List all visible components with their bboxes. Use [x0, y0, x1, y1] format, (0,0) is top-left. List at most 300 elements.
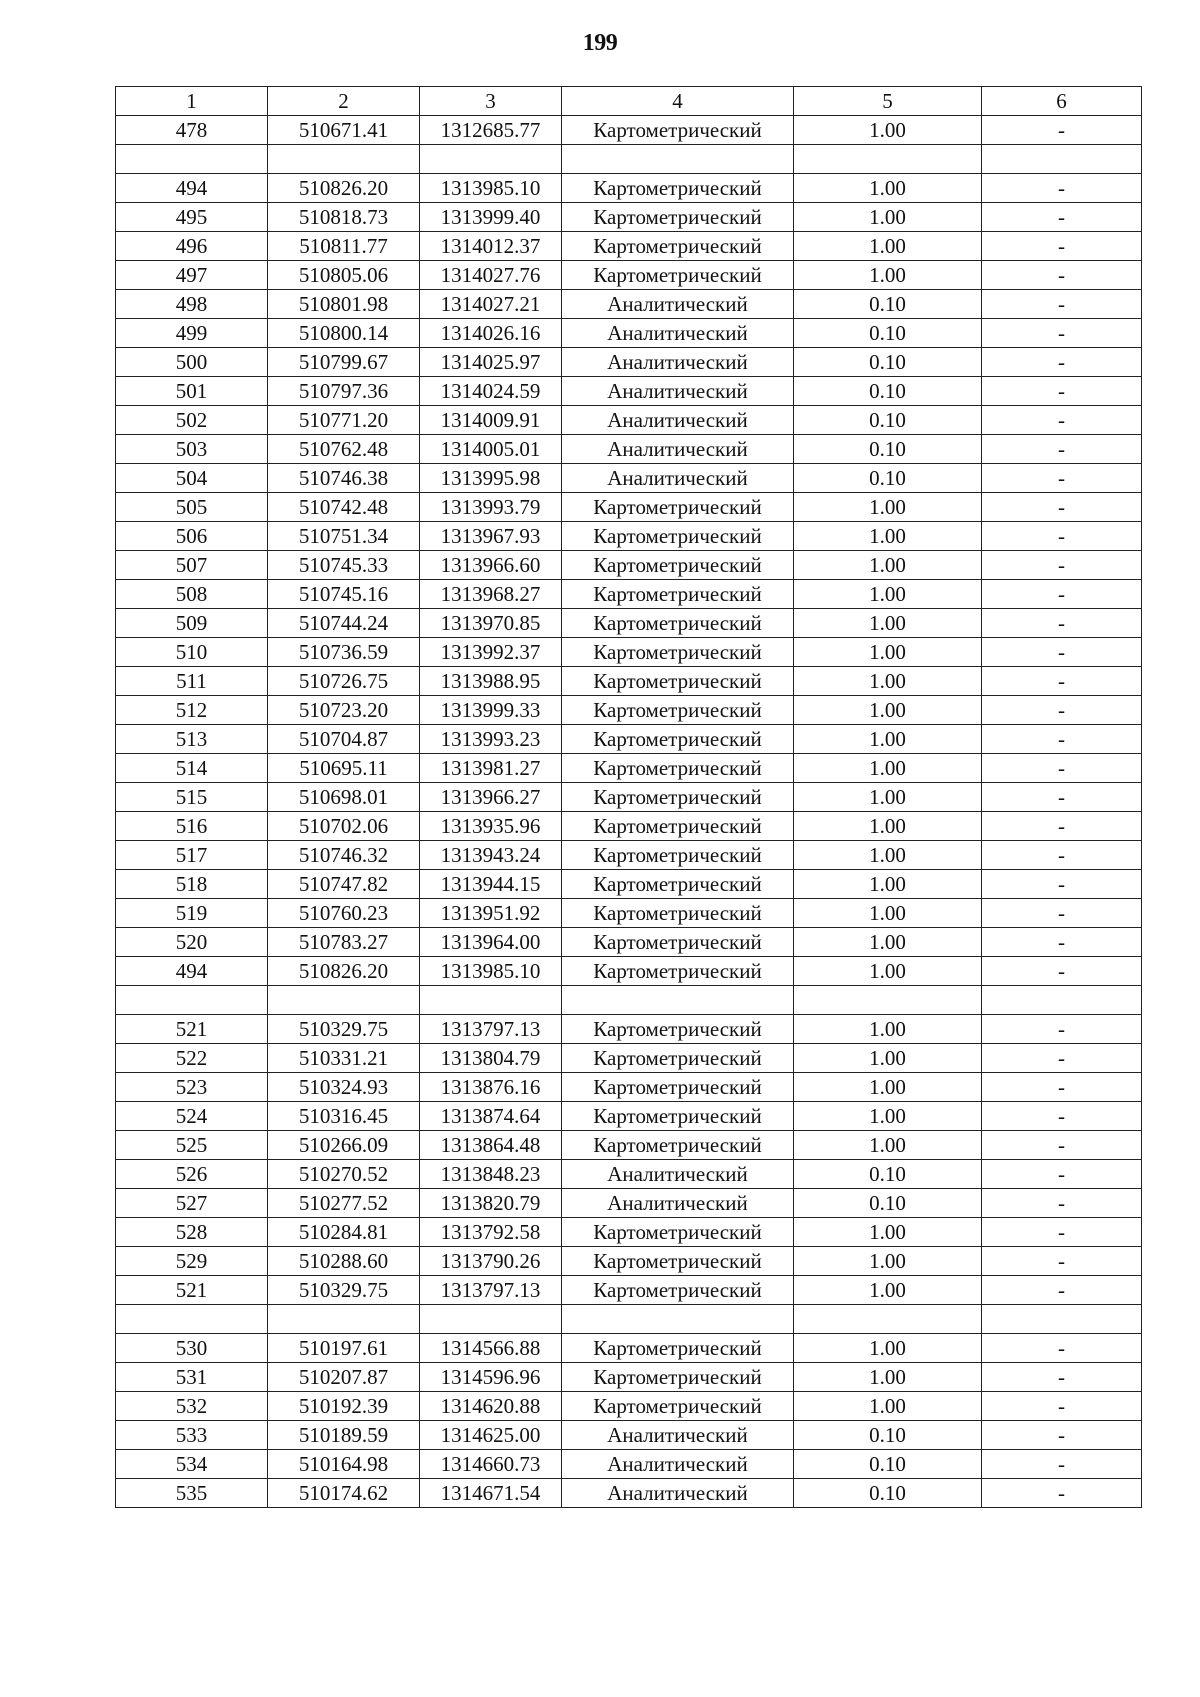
table-cell — [420, 145, 562, 174]
table-cell: - — [982, 1131, 1142, 1160]
table-cell: Картометрический — [562, 609, 794, 638]
table-cell: 1.00 — [794, 1131, 982, 1160]
table-row — [116, 1305, 1142, 1334]
table-cell: 1314625.00 — [420, 1421, 562, 1450]
table-cell: - — [982, 1479, 1142, 1508]
table-cell: 1313943.24 — [420, 841, 562, 870]
table-cell: Картометрический — [562, 1015, 794, 1044]
table-cell: - — [982, 1218, 1142, 1247]
table-row — [116, 957, 1142, 986]
table-cell: Картометрический — [562, 1073, 794, 1102]
table-cell: Картометрический — [562, 841, 794, 870]
table-cell: - — [982, 261, 1142, 290]
table-cell: - — [982, 377, 1142, 406]
table-cell: 510266.09 — [268, 1131, 420, 1160]
table-cell: 511 — [116, 667, 268, 696]
table-cell: 510197.61 — [268, 1334, 420, 1363]
table-cell — [268, 1305, 420, 1334]
table-cell: Картометрический — [562, 1131, 794, 1160]
table-cell: 1.00 — [794, 232, 982, 261]
table-cell: 1.00 — [794, 609, 982, 638]
table-cell: 1313876.16 — [420, 1073, 562, 1102]
table-cell: 510811.77 — [268, 232, 420, 261]
table-cell: 0.10 — [794, 1421, 982, 1450]
table-cell: 510745.33 — [268, 551, 420, 580]
table-row — [116, 1247, 1142, 1276]
table-cell: Картометрический — [562, 1276, 794, 1305]
table-cell: 1.00 — [794, 928, 982, 957]
table-cell: 1314566.88 — [420, 1334, 562, 1363]
table-cell: 510800.14 — [268, 319, 420, 348]
table-cell: 510826.20 — [268, 957, 420, 986]
table-row — [116, 1276, 1142, 1305]
table-cell: 1313992.37 — [420, 638, 562, 667]
table-cell: 510284.81 — [268, 1218, 420, 1247]
table-cell: 497 — [116, 261, 268, 290]
table-row — [116, 261, 1142, 290]
table-cell: Картометрический — [562, 928, 794, 957]
table-cell: - — [982, 493, 1142, 522]
table-cell: 1.00 — [794, 957, 982, 986]
table-cell — [794, 986, 982, 1015]
header-cell: 2 — [268, 87, 420, 116]
table-row — [116, 1363, 1142, 1392]
table-cell — [794, 145, 982, 174]
table-cell: - — [982, 638, 1142, 667]
table-cell: 510704.87 — [268, 725, 420, 754]
table-cell: Картометрический — [562, 725, 794, 754]
table-cell: 530 — [116, 1334, 268, 1363]
table-row — [116, 1450, 1142, 1479]
table-cell: Аналитический — [562, 1160, 794, 1189]
table-cell: Картометрический — [562, 174, 794, 203]
table-cell: Аналитический — [562, 348, 794, 377]
table-cell: 0.10 — [794, 1479, 982, 1508]
table-cell: 510316.45 — [268, 1102, 420, 1131]
table-cell: 0.10 — [794, 464, 982, 493]
table-row — [116, 638, 1142, 667]
table-cell: 0.10 — [794, 290, 982, 319]
table-row — [116, 522, 1142, 551]
table-cell: Картометрический — [562, 1392, 794, 1421]
table-cell: 510747.82 — [268, 870, 420, 899]
table-cell: Картометрический — [562, 638, 794, 667]
table-cell — [116, 145, 268, 174]
table-cell: Картометрический — [562, 232, 794, 261]
table-cell: Картометрический — [562, 696, 794, 725]
table-cell: - — [982, 928, 1142, 957]
table-row — [116, 464, 1142, 493]
table-cell: 510783.27 — [268, 928, 420, 957]
table-cell: 1.00 — [794, 1102, 982, 1131]
table-cell: 510736.59 — [268, 638, 420, 667]
table-cell: 510324.93 — [268, 1073, 420, 1102]
table-cell: 1.00 — [794, 1276, 982, 1305]
table-cell: - — [982, 870, 1142, 899]
table-cell: 510742.48 — [268, 493, 420, 522]
table-cell: 525 — [116, 1131, 268, 1160]
table-cell: Картометрический — [562, 116, 794, 145]
table-cell: 510189.59 — [268, 1421, 420, 1450]
table-cell: 1.00 — [794, 116, 982, 145]
table-cell: - — [982, 203, 1142, 232]
table-cell: - — [982, 841, 1142, 870]
table-cell: 520 — [116, 928, 268, 957]
table-cell: 1313995.98 — [420, 464, 562, 493]
table-cell: 1314671.54 — [420, 1479, 562, 1508]
table-cell: 496 — [116, 232, 268, 261]
table-cell: 494 — [116, 957, 268, 986]
table-cell: 1.00 — [794, 1392, 982, 1421]
table-cell: 517 — [116, 841, 268, 870]
table-cell: 1314009.91 — [420, 406, 562, 435]
table-cell: Аналитический — [562, 1450, 794, 1479]
table-cell: 0.10 — [794, 1160, 982, 1189]
table-row — [116, 1131, 1142, 1160]
table-cell: 510760.23 — [268, 899, 420, 928]
table-cell: 1314024.59 — [420, 377, 562, 406]
table-cell: 1314025.97 — [420, 348, 562, 377]
table-cell: 1313981.27 — [420, 754, 562, 783]
table-cell: 1.00 — [794, 899, 982, 928]
table-cell: 1313966.60 — [420, 551, 562, 580]
table-cell: 1313820.79 — [420, 1189, 562, 1218]
table-cell: Картометрический — [562, 1247, 794, 1276]
table-row — [116, 870, 1142, 899]
table-cell: - — [982, 174, 1142, 203]
table-cell: 1313804.79 — [420, 1044, 562, 1073]
table-cell: Картометрический — [562, 812, 794, 841]
table-cell: 522 — [116, 1044, 268, 1073]
table-cell: - — [982, 1334, 1142, 1363]
table-cell: 510723.20 — [268, 696, 420, 725]
table-row — [116, 435, 1142, 464]
table-cell: 1314660.73 — [420, 1450, 562, 1479]
table-cell: 1313797.13 — [420, 1015, 562, 1044]
table-row — [116, 551, 1142, 580]
table-cell: 1.00 — [794, 1247, 982, 1276]
table-cell: Картометрический — [562, 783, 794, 812]
table-cell: 500 — [116, 348, 268, 377]
table-cell: 1.00 — [794, 1218, 982, 1247]
coordinates-table — [115, 86, 1142, 1508]
table-cell: 1313935.96 — [420, 812, 562, 841]
table-cell: 510329.75 — [268, 1015, 420, 1044]
table-cell — [420, 1305, 562, 1334]
table-cell: - — [982, 522, 1142, 551]
table-cell: - — [982, 957, 1142, 986]
table-cell: 510671.41 — [268, 116, 420, 145]
table-cell: 510762.48 — [268, 435, 420, 464]
table-cell: 0.10 — [794, 348, 982, 377]
table-row — [116, 1044, 1142, 1073]
table-cell: 510331.21 — [268, 1044, 420, 1073]
table-cell: Аналитический — [562, 435, 794, 464]
table-cell: 1314027.76 — [420, 261, 562, 290]
table-cell: 505 — [116, 493, 268, 522]
table-cell: 1314012.37 — [420, 232, 562, 261]
table-cell: 1313967.93 — [420, 522, 562, 551]
table-cell: Картометрический — [562, 522, 794, 551]
table-cell: 510695.11 — [268, 754, 420, 783]
table-cell: - — [982, 696, 1142, 725]
table-cell: Картометрический — [562, 870, 794, 899]
table-cell: Картометрический — [562, 1044, 794, 1073]
table-cell: 1.00 — [794, 261, 982, 290]
table-cell: 501 — [116, 377, 268, 406]
table-cell: - — [982, 319, 1142, 348]
table-row — [116, 986, 1142, 1015]
table-cell: 1313966.27 — [420, 783, 562, 812]
table-cell: 524 — [116, 1102, 268, 1131]
table-row — [116, 754, 1142, 783]
table-cell: 535 — [116, 1479, 268, 1508]
table-row — [116, 609, 1142, 638]
table-cell: - — [982, 406, 1142, 435]
table-cell: - — [982, 812, 1142, 841]
table-cell: - — [982, 1247, 1142, 1276]
table-cell: - — [982, 1073, 1142, 1102]
table-cell: 510164.98 — [268, 1450, 420, 1479]
header-cell: 3 — [420, 87, 562, 116]
table-cell: 519 — [116, 899, 268, 928]
table-cell: 510 — [116, 638, 268, 667]
table-cell: 1.00 — [794, 725, 982, 754]
table-cell — [268, 145, 420, 174]
table-cell: 1313951.92 — [420, 899, 562, 928]
table-cell: 510771.20 — [268, 406, 420, 435]
table-cell: 533 — [116, 1421, 268, 1450]
table-cell: Аналитический — [562, 464, 794, 493]
table-cell: 523 — [116, 1073, 268, 1102]
table-cell: 1314027.21 — [420, 290, 562, 319]
table-cell: Аналитический — [562, 1189, 794, 1218]
table-cell: 0.10 — [794, 435, 982, 464]
table-row — [116, 232, 1142, 261]
table-cell: - — [982, 348, 1142, 377]
table-cell: Картометрический — [562, 580, 794, 609]
table-row — [116, 696, 1142, 725]
table-cell: 510726.75 — [268, 667, 420, 696]
table-cell: 1.00 — [794, 1363, 982, 1392]
table-cell: Аналитический — [562, 319, 794, 348]
table-cell: 1313993.23 — [420, 725, 562, 754]
table-cell: - — [982, 580, 1142, 609]
table-cell: 516 — [116, 812, 268, 841]
table-cell: Картометрический — [562, 1334, 794, 1363]
table-cell: - — [982, 232, 1142, 261]
table-cell: 510746.32 — [268, 841, 420, 870]
table-row — [116, 812, 1142, 841]
table-cell: 1.00 — [794, 1073, 982, 1102]
table-cell: - — [982, 1102, 1142, 1131]
table-row — [116, 406, 1142, 435]
table-cell: Картометрический — [562, 493, 794, 522]
table-cell: 1.00 — [794, 551, 982, 580]
table-cell: 1.00 — [794, 174, 982, 203]
table-cell: - — [982, 1044, 1142, 1073]
header-cell: 1 — [116, 87, 268, 116]
table-cell: 518 — [116, 870, 268, 899]
table-cell: 1314596.96 — [420, 1363, 562, 1392]
table-cell: - — [982, 1392, 1142, 1421]
table-cell: 510329.75 — [268, 1276, 420, 1305]
table-cell: 521 — [116, 1015, 268, 1044]
table-cell: 1313970.85 — [420, 609, 562, 638]
table-row — [116, 841, 1142, 870]
table-cell: 1313999.33 — [420, 696, 562, 725]
table-row — [116, 1102, 1142, 1131]
table-row — [116, 348, 1142, 377]
table-cell: - — [982, 1189, 1142, 1218]
table-cell: 514 — [116, 754, 268, 783]
table-row — [116, 783, 1142, 812]
table-cell: 0.10 — [794, 1189, 982, 1218]
table-row — [116, 1218, 1142, 1247]
table-cell: 1314005.01 — [420, 435, 562, 464]
table-cell — [116, 986, 268, 1015]
table-cell: 508 — [116, 580, 268, 609]
table-cell: 510698.01 — [268, 783, 420, 812]
table-cell: 521 — [116, 1276, 268, 1305]
table-cell: Картометрический — [562, 203, 794, 232]
table-cell: - — [982, 290, 1142, 319]
table-cell: 1.00 — [794, 493, 982, 522]
table-cell: 528 — [116, 1218, 268, 1247]
table-row — [116, 1421, 1142, 1450]
table-cell: 510746.38 — [268, 464, 420, 493]
table-cell: 507 — [116, 551, 268, 580]
table-cell: 510818.73 — [268, 203, 420, 232]
table-cell: 495 — [116, 203, 268, 232]
table-cell: 498 — [116, 290, 268, 319]
table-row — [116, 377, 1142, 406]
table-cell: 531 — [116, 1363, 268, 1392]
table-cell: 510207.87 — [268, 1363, 420, 1392]
table-cell — [982, 986, 1142, 1015]
table-row — [116, 1334, 1142, 1363]
table-cell: - — [982, 464, 1142, 493]
table-row — [116, 174, 1142, 203]
table-cell: - — [982, 899, 1142, 928]
table-cell: - — [982, 1276, 1142, 1305]
table-cell: 1313993.79 — [420, 493, 562, 522]
table-cell: 510826.20 — [268, 174, 420, 203]
table-cell: 1313848.23 — [420, 1160, 562, 1189]
table-cell: 510288.60 — [268, 1247, 420, 1276]
table-cell: 1313999.40 — [420, 203, 562, 232]
table-cell: - — [982, 435, 1142, 464]
table-row — [116, 899, 1142, 928]
header-cell: 6 — [982, 87, 1142, 116]
table-cell: 510805.06 — [268, 261, 420, 290]
table-cell: 506 — [116, 522, 268, 551]
table-cell: - — [982, 1421, 1142, 1450]
table-row — [116, 928, 1142, 957]
table-cell — [420, 986, 562, 1015]
table-cell: Картометрический — [562, 957, 794, 986]
page-number: 199 — [582, 30, 618, 56]
table-cell: 510702.06 — [268, 812, 420, 841]
table-cell — [268, 986, 420, 1015]
table-cell: 1313874.64 — [420, 1102, 562, 1131]
table-cell: - — [982, 551, 1142, 580]
table-cell: 1.00 — [794, 870, 982, 899]
table-cell: 1.00 — [794, 754, 982, 783]
table-cell: 1313968.27 — [420, 580, 562, 609]
table-cell — [982, 1305, 1142, 1334]
table-cell: Картометрический — [562, 551, 794, 580]
table-cell: - — [982, 1450, 1142, 1479]
table-cell: 1.00 — [794, 203, 982, 232]
table-cell: Аналитический — [562, 290, 794, 319]
table-cell: Картометрический — [562, 261, 794, 290]
table-cell — [562, 986, 794, 1015]
table-cell: 1.00 — [794, 522, 982, 551]
table-cell: - — [982, 116, 1142, 145]
table-cell — [794, 1305, 982, 1334]
table-cell: Аналитический — [562, 406, 794, 435]
table-cell: - — [982, 1015, 1142, 1044]
table-cell: 1.00 — [794, 812, 982, 841]
table-cell: 510799.67 — [268, 348, 420, 377]
table-cell — [562, 145, 794, 174]
table-cell: 510277.52 — [268, 1189, 420, 1218]
table-cell: 510270.52 — [268, 1160, 420, 1189]
table-cell: 0.10 — [794, 406, 982, 435]
table-cell: - — [982, 609, 1142, 638]
table-cell: 512 — [116, 696, 268, 725]
table-cell: 0.10 — [794, 1450, 982, 1479]
table-cell: 502 — [116, 406, 268, 435]
table-body — [116, 116, 1142, 1508]
table-row — [116, 580, 1142, 609]
table-cell: 1313944.15 — [420, 870, 562, 899]
table-cell: 1.00 — [794, 696, 982, 725]
table-cell: 1313797.13 — [420, 1276, 562, 1305]
table-cell: 510797.36 — [268, 377, 420, 406]
table-row — [116, 1392, 1142, 1421]
table-cell: 478 — [116, 116, 268, 145]
table-row — [116, 1015, 1142, 1044]
table-cell: Картометрический — [562, 1363, 794, 1392]
table-cell — [116, 1305, 268, 1334]
table-cell: 526 — [116, 1160, 268, 1189]
table-cell: - — [982, 725, 1142, 754]
table-cell: 510751.34 — [268, 522, 420, 551]
table-row — [116, 1189, 1142, 1218]
table-cell: 504 — [116, 464, 268, 493]
table-cell: 513 — [116, 725, 268, 754]
table-cell: 532 — [116, 1392, 268, 1421]
table-cell: Аналитический — [562, 377, 794, 406]
header-row — [116, 87, 1142, 116]
table-row — [116, 1479, 1142, 1508]
table-cell: 1.00 — [794, 783, 982, 812]
table-cell: Картометрический — [562, 1218, 794, 1247]
table-cell: 1313985.10 — [420, 174, 562, 203]
table-row — [116, 145, 1142, 174]
table-cell: 1313864.48 — [420, 1131, 562, 1160]
table-header — [116, 87, 1142, 116]
table-cell: 510801.98 — [268, 290, 420, 319]
table-cell: 1.00 — [794, 1015, 982, 1044]
table-row — [116, 493, 1142, 522]
table-cell: - — [982, 754, 1142, 783]
table-cell: - — [982, 1160, 1142, 1189]
table-cell: 1.00 — [794, 638, 982, 667]
table-cell: 1.00 — [794, 1334, 982, 1363]
